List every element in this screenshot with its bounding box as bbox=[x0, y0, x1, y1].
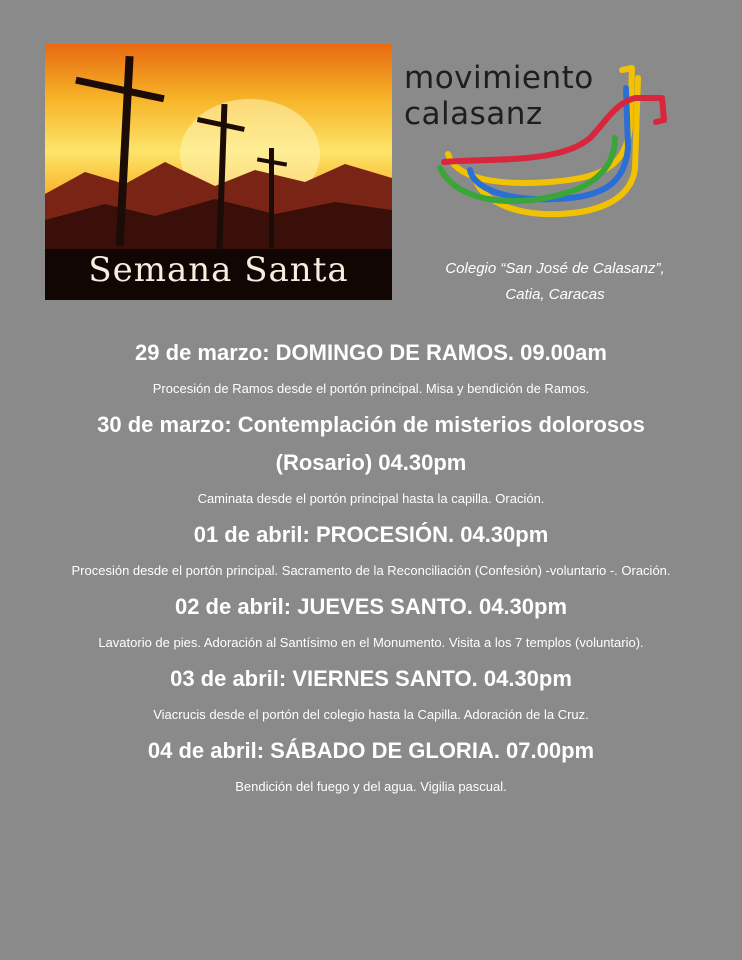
school-line1: Colegio “San José de Calasanz”, bbox=[445, 260, 665, 277]
logo-text-line1: movimiento bbox=[404, 60, 594, 96]
logo-text-line2: calasanz bbox=[404, 96, 543, 132]
event-item bbox=[40, 406, 702, 510]
banner-title: Semana Santa bbox=[88, 250, 349, 290]
event-description: Procesión desde el portón principal. Sacramento de la Reconciliación (Confesión) -voluntario -. Oración. bbox=[71, 563, 671, 578]
event-item bbox=[40, 732, 702, 798]
event-description: Caminata desde el portón principal hasta la capilla. Oración. bbox=[197, 491, 545, 506]
event-item bbox=[40, 588, 702, 654]
event-description: Viacrucis desde el portón del colegio hasta la Capilla. Adoración de la Cruz. bbox=[153, 707, 589, 722]
event-title: 30 de marzo: Contemplación de misterios dolorosos (Rosario) 04.30pm bbox=[97, 412, 645, 475]
event-item bbox=[40, 334, 702, 400]
event-item bbox=[40, 516, 702, 582]
event-item bbox=[40, 660, 702, 726]
school-line2: Catia, Caracas bbox=[505, 286, 605, 303]
event-description: Bendición del fuego y del agua. Vigilia pascual. bbox=[235, 779, 507, 794]
event-title: 03 de abril: VIERNES SANTO. 04.30pm bbox=[170, 666, 572, 691]
event-title: 02 de abril: JUEVES SANTO. 04.30pm bbox=[174, 594, 568, 619]
event-title: 01 de abril: PROCESIÓN. 04.30pm bbox=[193, 522, 549, 547]
event-description: Lavatorio de pies. Adoración al Santísimo en el Monumento. Visita a los 7 templos (voluntario). bbox=[98, 635, 644, 650]
event-description: Procesión de Ramos desde el portón principal. Misa y bendición de Ramos. bbox=[152, 381, 590, 396]
event-title: 04 de abril: SÁBADO DE GLORIA. 07.00pm bbox=[147, 738, 595, 763]
movimiento-calasanz-logo bbox=[400, 58, 680, 238]
semana-santa-banner bbox=[45, 44, 392, 300]
event-schedule bbox=[40, 334, 702, 798]
school-name bbox=[400, 256, 710, 308]
event-title: 29 de marzo: DOMINGO DE RAMOS. 09.00am bbox=[135, 340, 607, 365]
